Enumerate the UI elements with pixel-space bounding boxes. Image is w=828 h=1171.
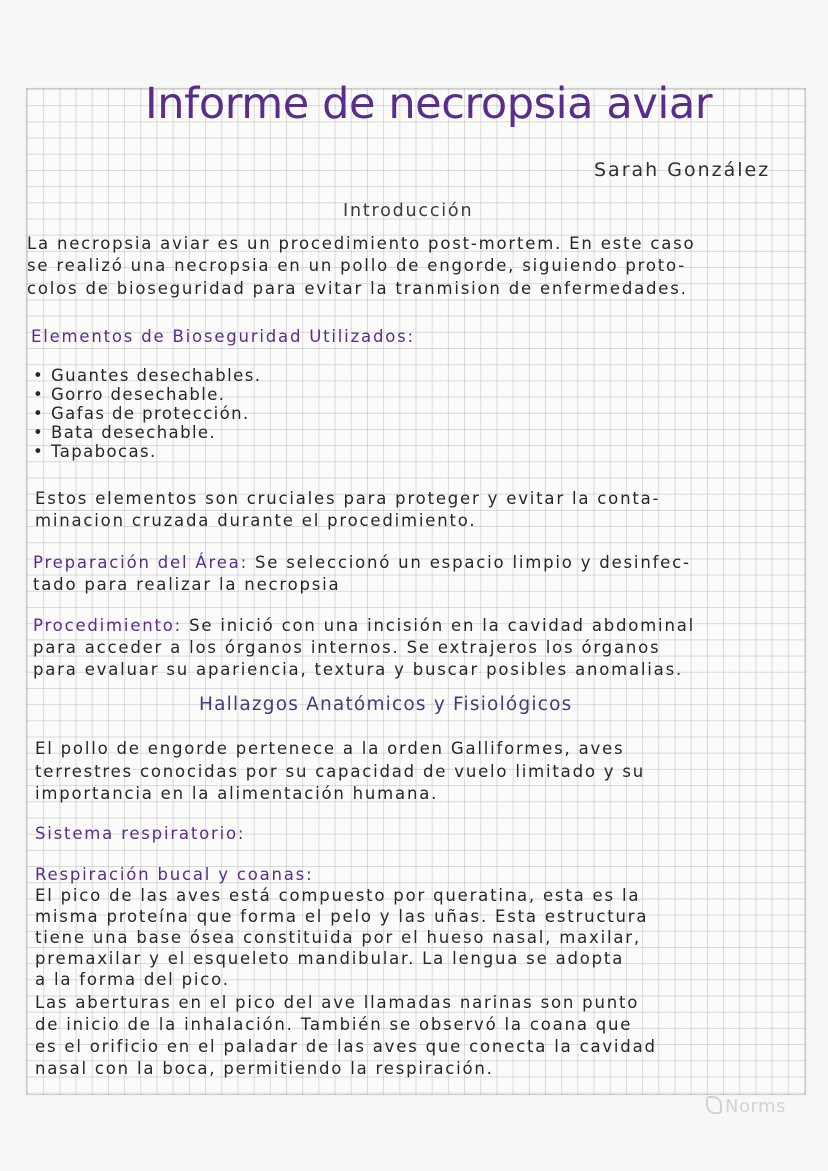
watermark bbox=[706, 1096, 786, 1117]
sistema-line: tiene una base ósea constituida por el hueso nasal, maxilar, bbox=[35, 928, 641, 947]
intro-line: colos de bioseguridad para evitar la tranmision de enfermedades. bbox=[27, 279, 688, 298]
list-item-label: Gafas de protección. bbox=[51, 404, 250, 423]
hallazgos-line: terrestres conocidas por su capacidad de vuelo limitado y su bbox=[35, 762, 646, 781]
procedimiento-line bbox=[33, 618, 695, 635]
procedimiento-label: Procedimiento: bbox=[33, 616, 183, 635]
list-item bbox=[33, 425, 216, 442]
sistema-line: es el orificio en el paladar de las aves que conecta la cavidad bbox=[35, 1037, 657, 1056]
author-name: Sarah González bbox=[594, 159, 771, 181]
procedimiento-text: Se inició con una incisión en la cavidad abdominal bbox=[189, 616, 695, 635]
procedimiento-line: para evaluar su apariencia, textura y buscar posibles anomalias. bbox=[33, 660, 684, 679]
sistema-line: Las aberturas en el pico del ave llamadas narinas son punto bbox=[35, 993, 640, 1012]
sistema-line: de inicio de la inhalación. También se observó la coana que bbox=[35, 1015, 633, 1034]
sistema-line: El pico de las aves está compuesto por queratina, esta es la bbox=[35, 886, 641, 905]
list-item-label: Bata desechable. bbox=[51, 423, 217, 442]
hallazgos-line: importancia en la alimentación humana. bbox=[35, 784, 439, 803]
hallazgos-line: El pollo de engorde pertenece a la orden Galliformes, aves bbox=[35, 739, 625, 758]
sistema-line: misma proteína que forma el pelo y las uñas. Esta estructura bbox=[35, 907, 649, 926]
bioseguridad-closing-line: minacion cruzada durante el procedimiento. bbox=[35, 511, 477, 530]
list-item-label: Gorro desechable. bbox=[51, 385, 226, 404]
preparacion-label: Preparación del Área: bbox=[33, 553, 248, 572]
watermark-text: Norms bbox=[725, 1096, 786, 1117]
bullet-icon: • bbox=[33, 442, 45, 461]
sistema-subheading: Respiración bucal y coanas: bbox=[35, 865, 314, 884]
preparacion-line bbox=[33, 555, 691, 572]
sistema-heading: Sistema respiratorio: bbox=[35, 824, 246, 843]
hallazgos-heading: Hallazgos Anatómicos y Fisiológicos bbox=[199, 694, 573, 715]
bullet-icon: • bbox=[33, 404, 45, 423]
bioseguridad-heading: Elementos de Bioseguridad Utilizados: bbox=[31, 327, 415, 346]
bullet-icon: • bbox=[33, 385, 45, 404]
bioseguridad-closing-line: Estos elementos son cruciales para proteger y evitar la conta- bbox=[35, 489, 661, 508]
bullet-icon: • bbox=[33, 423, 45, 442]
preparacion-line: tado para realizar la necropsia bbox=[33, 575, 341, 594]
list-item-label: Tapabocas. bbox=[51, 442, 157, 461]
sistema-line: premaxilar y el esqueleto mandibular. La lengua se adopta bbox=[35, 949, 625, 968]
intro-line: La necropsia aviar es un procedimiento post-mortem. En este caso bbox=[27, 234, 696, 253]
list-item-label: Guantes desechables. bbox=[51, 366, 262, 385]
preparacion-text: Se seleccionó un espacio limpio y desinfec- bbox=[255, 553, 691, 572]
sistema-line: nasal con la boca, permitiendo la respiración. bbox=[35, 1059, 494, 1078]
list-item bbox=[33, 368, 261, 385]
watermark-logo-icon bbox=[706, 1096, 722, 1114]
list-item bbox=[33, 387, 225, 404]
document-title: Informe de necropsia aviar bbox=[145, 79, 713, 129]
intro-line: se realizó una necropsia en un pollo de engorde, siguiendo proto- bbox=[27, 256, 687, 275]
bullet-icon: • bbox=[33, 366, 45, 385]
graph-paper-sheet bbox=[26, 79, 806, 1095]
intro-heading: Introducción bbox=[343, 201, 474, 221]
procedimiento-line: para acceder a los órganos internos. Se extrajeros los órganos bbox=[33, 638, 661, 657]
list-item bbox=[33, 406, 250, 423]
sistema-line: a la forma del pico. bbox=[35, 970, 230, 989]
list-item bbox=[33, 444, 157, 461]
